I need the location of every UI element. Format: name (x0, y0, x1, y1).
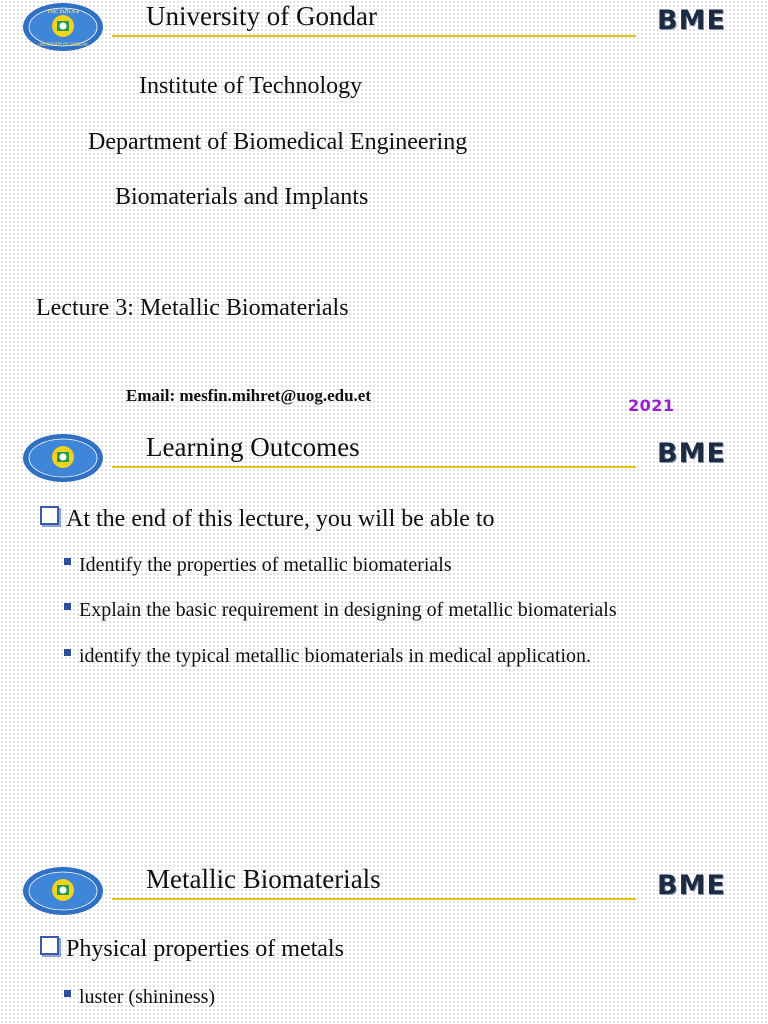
institute-line: Institute of Technology (139, 73, 363, 99)
slide-learning-outcomes (0, 425, 768, 855)
main-bullet-text: Physical properties of metals (66, 936, 344, 962)
square-bullet-icon (64, 558, 71, 565)
sub-bullet-text: identify the typical metallic biomaterials in medical application. (79, 645, 592, 667)
main-bullet-text: At the end of this lecture, you will be able to (66, 506, 495, 532)
slide-title (0, 0, 768, 430)
bme-badge: BME (657, 5, 726, 36)
checkbox-bullet-icon (40, 936, 59, 955)
lecture-line: Lecture 3: Metallic Biomaterials (36, 295, 349, 321)
main-bullet (40, 936, 344, 963)
sub-bullet (64, 645, 591, 668)
logo-text-bottom: UNIVERSITY OF GONDAR (38, 42, 88, 47)
bme-badge: BME (657, 438, 726, 469)
slide-title-text: Learning Outcomes (146, 432, 360, 462)
square-bullet-icon (64, 990, 71, 997)
slide-title-text: University of Gondar (146, 1, 377, 31)
sub-bullet (64, 599, 617, 622)
square-bullet-icon (64, 649, 71, 656)
course-line: Biomaterials and Implants (115, 184, 369, 210)
title-underline (112, 466, 636, 468)
main-bullet (40, 506, 495, 533)
sub-bullet (64, 986, 215, 1009)
logo-text-top: ጎንደር ዩኒቨርሲቲ (46, 9, 80, 15)
slide-metallic-biomaterials (0, 858, 768, 1024)
square-bullet-icon (64, 603, 71, 610)
title-underline (112, 35, 636, 37)
department-line: Department of Biomedical Engineering (88, 129, 468, 155)
sub-bullet-text: Explain the basic requirement in designing of metallic biomaterials (79, 599, 617, 621)
university-logo (22, 2, 104, 52)
sub-bullet-text: Identify the properties of metallic biomaterials (79, 554, 452, 576)
year-label: 2021 (628, 396, 675, 415)
email-text: Email: mesfin.mihret@uog.edu.et (126, 386, 371, 405)
title-underline (112, 898, 636, 900)
sub-bullet-text: luster (shininess) (79, 986, 216, 1008)
slide-title-text: Metallic Biomaterials (146, 864, 381, 894)
university-logo (22, 433, 104, 483)
sub-bullet (64, 554, 452, 577)
bme-badge: BME (657, 870, 726, 901)
checkbox-bullet-icon (40, 506, 59, 525)
university-logo (22, 866, 104, 916)
